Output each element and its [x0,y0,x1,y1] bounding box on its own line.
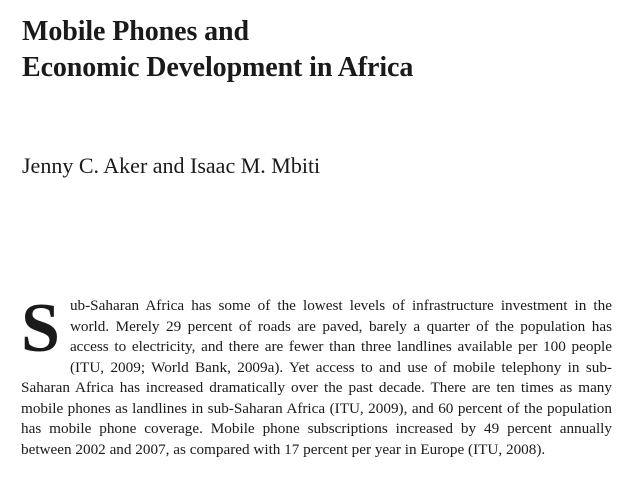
title-line-2: Economic Development in Africa [22,52,414,83]
drop-cap: S [21,290,60,367]
body-paragraph-text: ub-Saharan Africa has some of the lowest levels of infrastructure investment in the world. Merely 29 percent of roads are paved, barely a quarter of the population has access to electricity, and there are fewer than three landlines available per 100 people (ITU, 2009; World Bank, 2009a). Yet access to and use of mobile telephony in sub-Saharan Africa has increased dramatically over the past decade. There are ten times as many mobile phones as landlines in sub-Saharan Africa (ITU, 2009), and 60 percent of the population has mobile phone coverage. Mobile phone subscriptions increased by 49 percent annually between 2002 and 2007, as compared with 17 percent per year in Europe (ITU, 2008). [21,297,612,458]
article-title [22,14,413,86]
body-paragraph [21,290,612,460]
author-line: Jenny C. Aker and Isaac M. Mbiti [22,153,321,178]
title-line-1: Mobile Phones and [22,16,250,47]
